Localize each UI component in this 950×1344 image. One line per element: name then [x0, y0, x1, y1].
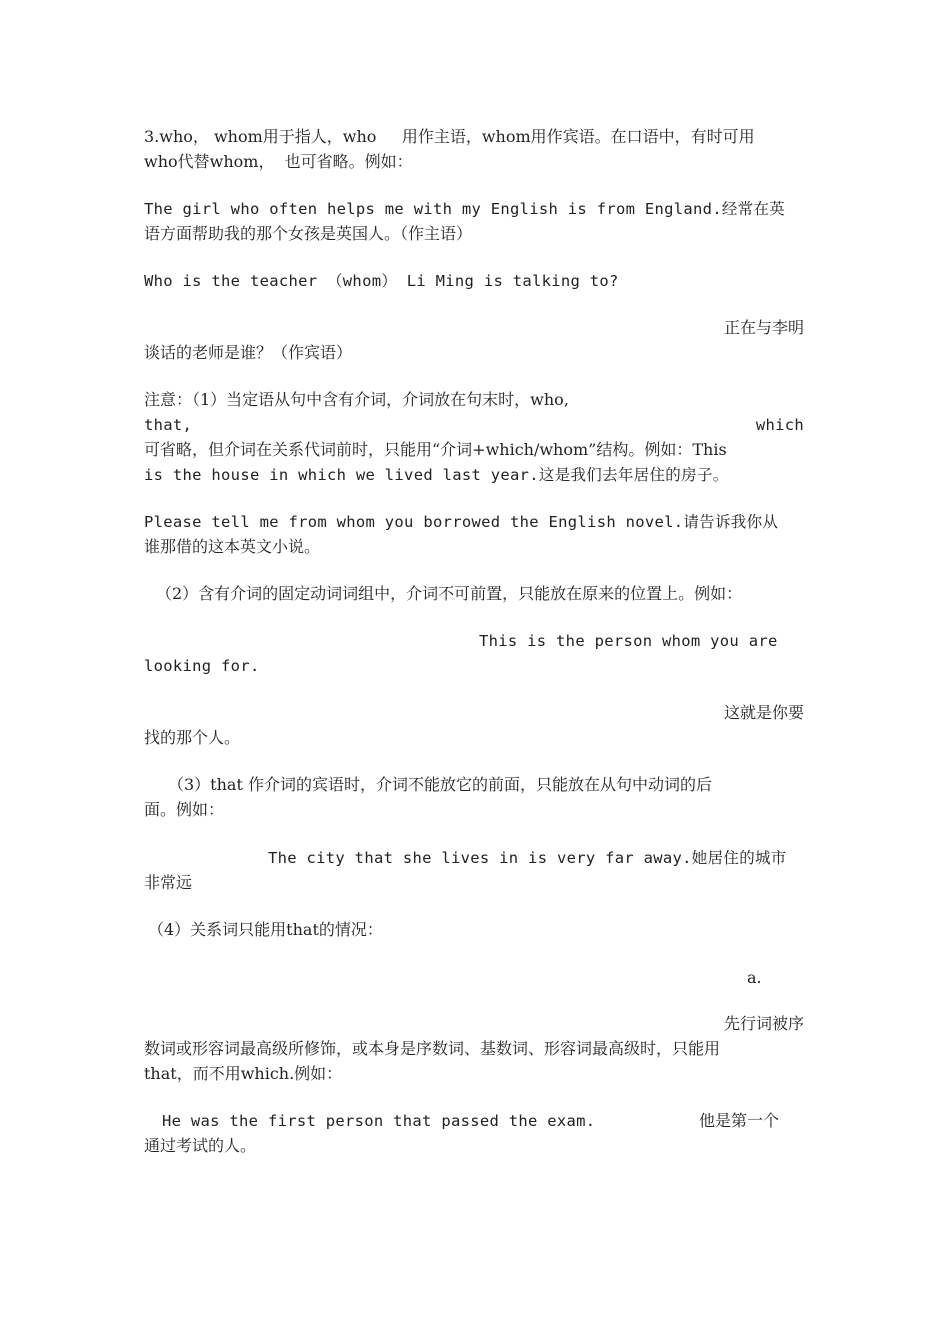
item-a-line-1: 先行词被序	[723, 1014, 804, 1033]
note-4-line: （4）关系词只能用that的情况：	[148, 920, 383, 939]
example-exam-line-2: 通过考试的人。	[144, 1136, 257, 1155]
example-girl-line-1: The girl who often helps me with my English is from England.经常在英	[144, 200, 786, 218]
note-1-line-2b: which	[755, 416, 804, 434]
example-novel-line-2: 谁那借的这本英文小说。	[144, 537, 321, 556]
item-a-label: a.	[747, 968, 762, 987]
note-3-line-1: （3）that 作介词的宾语时，介词不能放它的前面，只能放在从句中动词的后	[168, 775, 712, 794]
note-1-line-3: 可省略，但介词在关系代词前时，只能用“介词+which/whom”结构。例如：This	[144, 440, 727, 459]
item-a-line-3: that，而不用which.例如：	[144, 1064, 343, 1083]
example-novel-line-1: Please tell me from whom you borrowed the English novel.请告诉我你从	[144, 513, 779, 531]
para-who-whom-line-2: who代替whom， 也可省略。例如：	[144, 152, 413, 171]
example-teacher-translation-2: 谈话的老师是谁？（作宾语）	[144, 343, 353, 362]
example-person-translation-2: 找的那个人。	[144, 728, 241, 747]
para-who-whom-line-1: 3.who， whom用于指人，who 用作主语，whom用作宾语。在口语中，有时可用	[144, 127, 755, 146]
example-city-line-1: The city that she lives in is very far away.她居住的城市	[268, 849, 787, 867]
example-person-line-1: This is the person whom you are	[479, 632, 778, 650]
note-1-line-1: 注意：（1）当定语从句中含有介词，介词放在句末时，who,	[144, 390, 569, 409]
example-city-line-2: 非常远	[144, 873, 193, 892]
example-teacher-line: Who is the teacher （whom） Li Ming is talking to?	[144, 272, 619, 290]
example-house-line: is the house in which we lived last year.这是我们去年居住的房子。	[144, 466, 729, 484]
note-2-line: （2）含有介词的固定动词词组中，介词不可前置，只能放在原来的位置上。例如：	[156, 584, 743, 603]
note-3-line-2: 面。例如：	[144, 800, 225, 819]
example-person-line-2: looking for.	[144, 657, 260, 675]
example-exam-line-1a: He was the first person that passed the exam.	[162, 1112, 596, 1130]
example-girl-line-2: 语方面帮助我的那个女孩是英国人。（作主语）	[144, 224, 473, 243]
example-exam-line-1b: 他是第一个	[699, 1111, 780, 1130]
example-person-translation-1: 这就是你要	[723, 703, 804, 722]
note-1-line-2a: that,	[144, 416, 193, 434]
item-a-line-2: 数词或形容词最高级所修饰，或本身是序数词、基数词、形容词最高级时，只能用	[144, 1039, 721, 1058]
example-teacher-translation-1: 正在与李明	[723, 318, 804, 337]
